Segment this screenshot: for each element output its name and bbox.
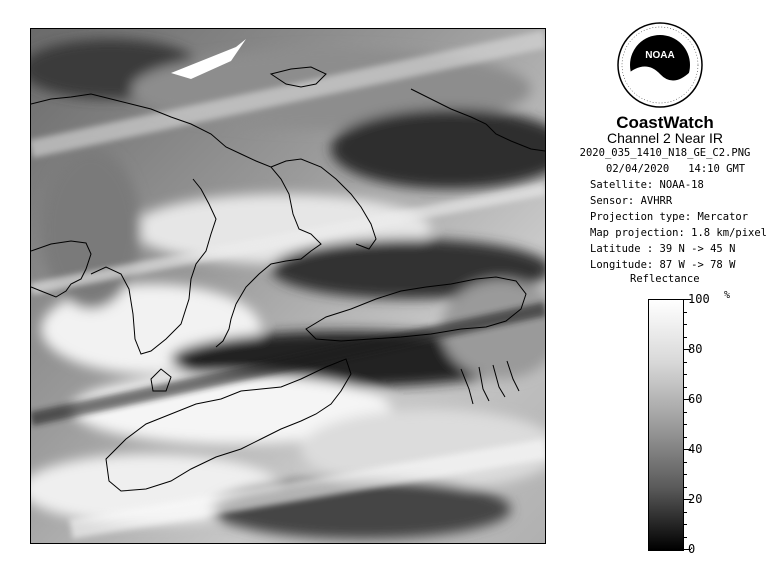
satellite-text: Satellite: NOAA-18 xyxy=(590,179,704,191)
colorbar-tick-label: 20 xyxy=(688,492,703,506)
noaa-logo-icon xyxy=(617,22,703,108)
colorbar-minor-tick xyxy=(683,387,687,388)
colorbar-minor-tick xyxy=(683,374,687,375)
logo-text: NOAA xyxy=(645,50,675,61)
file-name: 2020_035_1410_N18_GE_C2.PNG xyxy=(579,147,751,159)
colorbar-minor-tick xyxy=(683,437,687,438)
colorbar-tick-label: 0 xyxy=(688,542,696,556)
colorbar-minor-tick xyxy=(683,312,687,313)
colorbar-label: Reflectance xyxy=(630,273,700,285)
datetime xyxy=(606,163,745,175)
colorbar-tick-label: 60 xyxy=(688,392,703,406)
colorbar-minor-tick xyxy=(683,412,687,413)
projection-type-text: Projection type: Mercator xyxy=(590,211,749,223)
app-title: CoastWatch xyxy=(616,113,714,132)
colorbar-minor-tick xyxy=(683,462,687,463)
colorbar-minor-tick xyxy=(683,474,687,475)
longitude-text: Longitude: 87 W -> 78 W xyxy=(590,259,736,271)
map-projection-text: Map projection: 1.8 km/pixel xyxy=(590,227,768,239)
colorbar-minor-tick xyxy=(683,324,687,325)
satellite-map[interactable] xyxy=(30,28,546,544)
colorbar-minor-tick xyxy=(683,512,687,513)
colorbar-minor-tick xyxy=(683,524,687,525)
latitude-text: Latitude : 39 N -> 45 N xyxy=(590,243,736,255)
colorbar-minor-tick xyxy=(683,362,687,363)
colorbar-minor-tick xyxy=(683,487,687,488)
colorbar-tick-label: 80 xyxy=(688,342,703,356)
channel-label: Channel 2 Near IR xyxy=(607,130,723,146)
colorbar-unit: % xyxy=(724,290,731,301)
colorbar-tick-label: 40 xyxy=(688,442,703,456)
reflectance-colorbar xyxy=(648,299,684,551)
colorbar-tick-label: 100 xyxy=(688,292,710,306)
colorbar-minor-tick xyxy=(683,424,687,425)
colorbar-minor-tick xyxy=(683,337,687,338)
date-text: 02/04/2020 xyxy=(606,163,670,175)
time-text: 14:10 GMT xyxy=(688,163,746,175)
colorbar-minor-tick xyxy=(683,537,687,538)
satellite-image xyxy=(31,29,545,543)
sensor-text: Sensor: AVHRR xyxy=(590,195,673,207)
